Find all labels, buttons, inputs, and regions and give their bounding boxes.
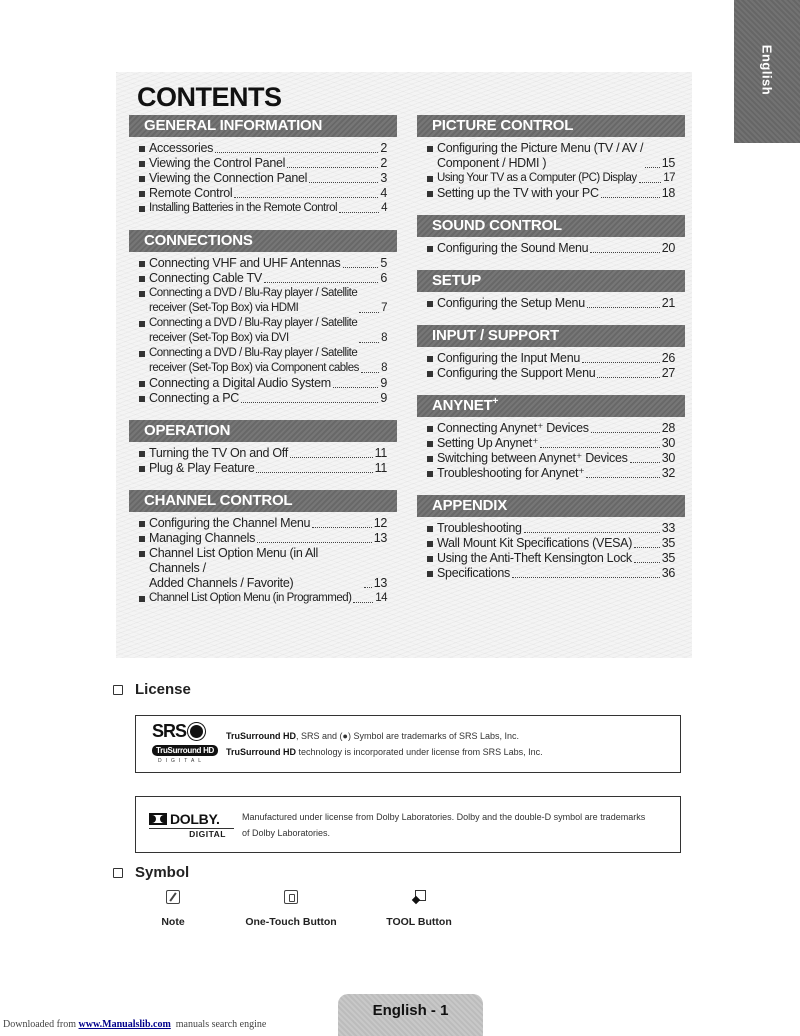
toc-entry-title bbox=[149, 156, 285, 171]
toc-entry[interactable] bbox=[427, 241, 675, 256]
toc-entry-page: 21 bbox=[661, 296, 675, 310]
dot-leader bbox=[590, 252, 659, 253]
symbol-heading bbox=[113, 864, 189, 881]
toc-entry-page: 6 bbox=[380, 271, 387, 285]
toc-item-list bbox=[417, 137, 685, 201]
toc-entry[interactable] bbox=[139, 271, 387, 286]
toc-entry-line: Configuring the Sound Menu bbox=[437, 241, 589, 255]
toc-section bbox=[417, 395, 685, 481]
toc-entry[interactable] bbox=[427, 171, 675, 186]
toc-section-header bbox=[417, 115, 685, 137]
square-bullet-icon bbox=[139, 321, 145, 327]
license-heading-text: License bbox=[135, 681, 191, 698]
toc-entry-page: 26 bbox=[661, 351, 675, 365]
tool-button-icon bbox=[412, 890, 426, 904]
toc-entry-page: 9 bbox=[380, 391, 387, 405]
dot-leader bbox=[241, 402, 378, 403]
toc-entry-page: 3 bbox=[380, 171, 387, 185]
dot-leader bbox=[524, 532, 660, 533]
toc-entry[interactable] bbox=[427, 351, 675, 366]
square-bullet-icon bbox=[139, 466, 145, 472]
toc-entry[interactable] bbox=[139, 546, 387, 591]
square-bullet-icon bbox=[427, 556, 433, 562]
toc-entry-title bbox=[149, 186, 232, 201]
section-header-sup: + bbox=[492, 396, 499, 407]
toc-section-header bbox=[417, 270, 685, 292]
toc-entry-title bbox=[149, 446, 288, 461]
dolby-line1: Manufactured under license from Dolby Laboratories. Dolby and the double-D symbol are trademarks bbox=[242, 811, 646, 822]
download-suffix: manuals search engine bbox=[170, 1019, 267, 1030]
dolby-license-text bbox=[234, 809, 645, 841]
toc-section-header bbox=[129, 420, 397, 442]
square-bullet-icon bbox=[139, 206, 145, 212]
dot-leader bbox=[634, 547, 660, 548]
toc-entry[interactable] bbox=[139, 516, 387, 531]
dot-leader bbox=[353, 602, 373, 603]
toc-entry-page: 4 bbox=[381, 202, 387, 214]
toc-entry[interactable] bbox=[139, 391, 387, 406]
toc-item-list bbox=[129, 512, 397, 606]
dot-leader bbox=[264, 282, 378, 283]
dot-leader bbox=[582, 362, 660, 363]
toc-entry-line: Channel List Option Menu (in Programmed) bbox=[149, 592, 352, 604]
toc-entry-page: 30 bbox=[661, 451, 675, 465]
toc-entry-title bbox=[149, 256, 341, 271]
square-bullet-icon bbox=[139, 596, 145, 602]
toc-entry-page: 27 bbox=[661, 366, 675, 380]
square-bullet-icon bbox=[427, 441, 433, 447]
dot-leader bbox=[361, 372, 379, 373]
toc-item-list bbox=[417, 517, 685, 581]
toc-entry-title bbox=[149, 286, 357, 316]
toc-entry-title bbox=[437, 451, 628, 466]
toc-item-list bbox=[129, 252, 397, 406]
toc-entry[interactable] bbox=[427, 141, 675, 171]
toc-entry[interactable] bbox=[139, 156, 387, 171]
square-bullet-icon bbox=[427, 246, 433, 252]
toc-entry[interactable] bbox=[427, 536, 675, 551]
toc-entry[interactable] bbox=[427, 421, 675, 436]
toc-item-list bbox=[129, 137, 397, 216]
dolby-line2: of Dolby Laboratories. bbox=[242, 827, 331, 838]
toc-entry-page: 2 bbox=[380, 141, 387, 155]
toc-item-list bbox=[417, 347, 685, 381]
section-header-text: PICTURE CONTROL bbox=[432, 117, 574, 134]
toc-entry-title bbox=[149, 141, 213, 156]
dot-leader bbox=[645, 167, 659, 168]
section-header-text: APPENDIX bbox=[432, 497, 508, 514]
square-bullet-icon bbox=[427, 456, 433, 462]
toc-entry-line: Using the Anti-Theft Kensington Lock bbox=[437, 551, 632, 565]
toc-entry-page: 11 bbox=[374, 461, 387, 475]
toc-section-header bbox=[417, 215, 685, 237]
checkbox-bullet-icon bbox=[113, 868, 123, 878]
square-bullet-icon bbox=[139, 451, 145, 457]
square-bullet-icon bbox=[139, 291, 145, 297]
toc-entry-title bbox=[437, 366, 595, 381]
section-header-text: SOUND CONTROL bbox=[432, 217, 562, 234]
toc-entry[interactable] bbox=[427, 466, 675, 481]
dot-leader bbox=[256, 472, 372, 473]
dot-leader bbox=[597, 377, 659, 378]
toc-section-header bbox=[417, 495, 685, 517]
toc-entry-line: Setting up the TV with your PC bbox=[437, 186, 599, 200]
toc-entry-title bbox=[149, 201, 337, 216]
dot-leader bbox=[290, 457, 373, 458]
toc-entry-line: Configuring the Support Menu bbox=[437, 366, 596, 380]
srs-license-box bbox=[135, 715, 681, 773]
dot-leader bbox=[601, 197, 660, 198]
symbol-one-touch-button bbox=[218, 890, 364, 928]
square-bullet-icon bbox=[427, 541, 433, 547]
toc-section bbox=[129, 115, 397, 216]
toc-entry-line: Troubleshooting for Anynet⁺ bbox=[437, 466, 585, 480]
toc-entry[interactable] bbox=[427, 551, 675, 566]
square-bullet-icon bbox=[139, 536, 145, 542]
toc-entry-line: Configuring the Picture Menu (TV / AV / bbox=[437, 141, 644, 155]
toc-entry[interactable] bbox=[139, 376, 387, 391]
dolby-double-d-icon bbox=[149, 813, 167, 825]
toc-entry-line: Channel List Option Menu (in All Channels / bbox=[149, 546, 318, 575]
dolby-logo-digital: DIGITAL bbox=[189, 828, 226, 839]
square-bullet-icon bbox=[139, 521, 145, 527]
contents-title: CONTENTS bbox=[137, 82, 282, 112]
toc-section bbox=[417, 495, 685, 581]
toc-entry-page: 18 bbox=[661, 186, 675, 200]
square-bullet-icon bbox=[427, 146, 433, 152]
dot-leader bbox=[587, 307, 660, 308]
toc-entry-page: 7 bbox=[381, 302, 387, 314]
toc-entry-title bbox=[437, 421, 589, 436]
square-bullet-icon bbox=[427, 571, 433, 577]
srs-line1-text: , SRS and (●) Symbol are trademarks of SRS Labs, Inc. bbox=[296, 731, 520, 741]
square-bullet-icon bbox=[139, 146, 145, 152]
toc-item-list bbox=[417, 292, 685, 311]
license-heading bbox=[113, 681, 191, 698]
srs-line2-text: technology is incorporated under license from SRS Labs, Inc. bbox=[296, 747, 543, 757]
toc-entry-line: Switching between Anynet⁺ Devices bbox=[437, 451, 628, 465]
toc-entry-title bbox=[437, 296, 585, 311]
toc-entry[interactable] bbox=[427, 521, 675, 536]
toc-entry[interactable] bbox=[139, 171, 387, 186]
square-bullet-icon bbox=[427, 526, 433, 532]
square-bullet-icon bbox=[427, 301, 433, 307]
toc-section bbox=[129, 420, 397, 476]
square-bullet-icon bbox=[139, 161, 145, 167]
dot-leader bbox=[287, 167, 378, 168]
toc-entry-page: 35 bbox=[661, 551, 675, 565]
toc-entry-title bbox=[437, 521, 522, 536]
toc-section-header bbox=[129, 490, 397, 512]
section-header-text: GENERAL INFORMATION bbox=[144, 117, 323, 134]
toc-entry[interactable] bbox=[139, 286, 387, 316]
toc-section bbox=[129, 490, 397, 606]
dot-leader bbox=[630, 462, 660, 463]
toc-entry[interactable] bbox=[139, 446, 387, 461]
toc-section-header bbox=[129, 230, 397, 252]
square-bullet-icon bbox=[427, 471, 433, 477]
toc-entry-title bbox=[437, 171, 637, 186]
toc-entry-page: 20 bbox=[661, 241, 675, 255]
toc-entry[interactable] bbox=[427, 451, 675, 466]
toc-entry[interactable] bbox=[139, 316, 387, 346]
dot-leader bbox=[359, 312, 379, 313]
toc-entry-page: 8 bbox=[381, 362, 387, 374]
toc-entry-line: Component / HDMI ) bbox=[437, 156, 547, 170]
dot-leader bbox=[634, 562, 660, 563]
square-bullet-icon bbox=[139, 351, 145, 357]
toc-entry[interactable] bbox=[427, 566, 675, 581]
toc-entry-line: Troubleshooting bbox=[437, 521, 522, 535]
section-header-text: CHANNEL CONTROL bbox=[144, 492, 293, 509]
toc-item-list bbox=[129, 442, 397, 476]
square-bullet-icon bbox=[139, 396, 145, 402]
toc-entry-page: 14 bbox=[375, 592, 387, 604]
dot-leader bbox=[591, 432, 660, 433]
toc-entry[interactable] bbox=[427, 366, 675, 381]
symbol-label: Note bbox=[161, 916, 185, 928]
toc-entry-page: 13 bbox=[373, 531, 387, 545]
toc-entry-page: 9 bbox=[380, 376, 387, 390]
toc-entry-page: 32 bbox=[661, 466, 675, 480]
section-header-text: INPUT / SUPPORT bbox=[432, 327, 560, 344]
toc-entry-title bbox=[437, 141, 643, 171]
toc-entry-line: Turning the TV On and Off bbox=[149, 446, 288, 460]
toc-entry-title bbox=[437, 351, 580, 366]
square-bullet-icon bbox=[427, 176, 433, 182]
dot-leader bbox=[234, 197, 378, 198]
symbol-tool-button bbox=[376, 890, 462, 928]
dot-leader bbox=[333, 387, 378, 388]
toc-section bbox=[129, 230, 397, 406]
dot-leader bbox=[359, 342, 379, 343]
toc-section bbox=[417, 215, 685, 256]
dot-leader bbox=[257, 542, 372, 543]
dot-leader bbox=[512, 577, 660, 578]
toc-entry-page: 2 bbox=[380, 156, 387, 170]
symbol-label: TOOL Button bbox=[386, 916, 452, 928]
dolby-logo bbox=[136, 811, 234, 839]
dot-leader bbox=[343, 267, 379, 268]
toc-entry[interactable] bbox=[427, 436, 675, 451]
toc-entry-page: 33 bbox=[661, 521, 675, 535]
toc-entry-line: Connecting Cable TV bbox=[149, 271, 262, 285]
toc-entry-page: 36 bbox=[661, 566, 675, 580]
toc-section-header bbox=[417, 325, 685, 347]
toc-entry-line: Setting Up Anynet⁺ bbox=[437, 436, 539, 450]
section-header-text: SETUP bbox=[432, 272, 482, 289]
srs-line2-bold: TruSurround HD bbox=[226, 747, 296, 757]
toc-entry-title bbox=[437, 536, 632, 551]
page-number: English - 1 bbox=[372, 1002, 449, 1019]
note-icon bbox=[166, 890, 180, 904]
toc-entry-line: Connecting a Digital Audio System bbox=[149, 376, 331, 390]
toc-entry-page: 11 bbox=[374, 446, 387, 460]
toc-item-list bbox=[417, 417, 685, 481]
toc-entry-line: Connecting a DVD / Blu-Ray player / Satellite bbox=[149, 347, 358, 359]
toc-entry[interactable] bbox=[139, 591, 387, 606]
checkbox-bullet-icon bbox=[113, 685, 123, 695]
one-touch-button-icon bbox=[284, 890, 298, 904]
toc-entry-line: Plug & Play Feature bbox=[149, 461, 255, 475]
toc-entry-title bbox=[437, 466, 584, 481]
section-header-text: ANYNET bbox=[432, 397, 493, 414]
toc-entry-title bbox=[149, 516, 310, 531]
toc-entry[interactable] bbox=[139, 141, 387, 156]
dot-leader bbox=[540, 447, 659, 448]
toc-entry-page: 5 bbox=[380, 256, 387, 270]
srs-license-text bbox=[226, 728, 543, 760]
toc-section bbox=[417, 270, 685, 311]
toc-entry-line: Connecting Anynet⁺ Devices bbox=[437, 421, 589, 435]
download-prefix: Downloaded from bbox=[3, 1019, 79, 1030]
toc-entry-line: receiver (Set-Top Box) via Component cables bbox=[149, 362, 359, 374]
section-header-text: OPERATION bbox=[144, 422, 231, 439]
toc-section bbox=[417, 115, 685, 201]
toc-entry[interactable] bbox=[139, 201, 387, 216]
dolby-logo-text: DOLBY. bbox=[170, 810, 220, 827]
srs-circle-icon bbox=[190, 725, 203, 738]
toc-entry-page: 4 bbox=[380, 186, 387, 200]
toc-entry-line: Managing Channels bbox=[149, 531, 256, 545]
toc-section bbox=[417, 325, 685, 381]
toc-entry-page: 12 bbox=[373, 516, 387, 530]
toc-entry-page: 8 bbox=[381, 332, 387, 344]
toc-entry-title bbox=[149, 316, 357, 346]
square-bullet-icon bbox=[139, 191, 145, 197]
toc-entry-title bbox=[149, 461, 254, 476]
symbol-label: One-Touch Button bbox=[245, 916, 337, 928]
toc-entry-line: Installing Batteries in the Remote Control bbox=[149, 202, 338, 214]
dot-leader bbox=[312, 527, 372, 528]
toc-entry[interactable] bbox=[139, 186, 387, 201]
contents-right-column bbox=[417, 115, 685, 595]
toc-entry-page: 28 bbox=[661, 421, 675, 435]
dolby-license-box bbox=[135, 796, 681, 853]
square-bullet-icon bbox=[139, 261, 145, 267]
toc-entry-title bbox=[149, 546, 362, 591]
symbol-list bbox=[140, 890, 462, 928]
language-tab-label: English bbox=[759, 44, 775, 96]
toc-entry-title bbox=[437, 186, 599, 201]
toc-entry-line: Viewing the Connection Panel bbox=[149, 171, 308, 185]
toc-entry[interactable] bbox=[139, 256, 387, 271]
toc-entry[interactable] bbox=[427, 296, 675, 311]
toc-entry-title bbox=[437, 566, 510, 581]
toc-entry-title bbox=[149, 346, 359, 376]
toc-entry[interactable] bbox=[139, 346, 387, 376]
contents-left-column bbox=[129, 115, 397, 620]
contents-panel bbox=[116, 72, 692, 658]
page-number-tab bbox=[338, 994, 483, 1036]
dot-leader bbox=[309, 182, 378, 183]
srs-logo-digital: DIGITAL bbox=[158, 758, 206, 764]
toc-entry-line: Connecting VHF and UHF Antennas bbox=[149, 256, 341, 270]
toc-entry-line: Connecting a DVD / Blu-Ray player / Satellite bbox=[149, 317, 358, 329]
toc-entry-line: Wall Mount Kit Specifications (VESA) bbox=[437, 536, 633, 550]
toc-entry-line: Viewing the Control Panel bbox=[149, 156, 286, 170]
dot-leader bbox=[364, 587, 372, 588]
toc-entry-title bbox=[437, 551, 632, 566]
toc-entry-title bbox=[149, 171, 307, 186]
toc-entry-line: Added Channels / Favorite) bbox=[149, 576, 294, 590]
srs-line1-bold: TruSurround HD bbox=[226, 731, 296, 741]
toc-entry-title bbox=[149, 376, 331, 391]
dot-leader bbox=[639, 182, 662, 183]
symbol-note bbox=[140, 890, 206, 928]
symbol-heading-text: Symbol bbox=[135, 864, 190, 881]
toc-entry-page: 17 bbox=[663, 172, 675, 184]
square-bullet-icon bbox=[427, 426, 433, 432]
toc-entry-line: Specifications bbox=[437, 566, 510, 580]
toc-entry-title bbox=[437, 436, 538, 451]
toc-entry-line: Configuring the Channel Menu bbox=[149, 516, 311, 530]
toc-entry[interactable] bbox=[427, 186, 675, 201]
toc-entry-page: 15 bbox=[661, 156, 675, 170]
srs-logo-pill: TruSurround HD bbox=[152, 745, 218, 756]
square-bullet-icon bbox=[139, 381, 145, 387]
manualslib-link[interactable]: www.Manualslib.com bbox=[78, 1019, 171, 1030]
square-bullet-icon bbox=[139, 276, 145, 282]
toc-entry-title bbox=[149, 591, 351, 606]
square-bullet-icon bbox=[427, 191, 433, 197]
square-bullet-icon bbox=[427, 371, 433, 377]
square-bullet-icon bbox=[139, 551, 145, 557]
toc-entry-line: Using Your TV as a Computer (PC) Display bbox=[437, 172, 637, 184]
toc-entry-page: 13 bbox=[373, 576, 387, 590]
section-header-text: CONNECTIONS bbox=[144, 232, 253, 249]
toc-section-header bbox=[417, 395, 685, 417]
square-bullet-icon bbox=[139, 176, 145, 182]
toc-entry[interactable] bbox=[139, 531, 387, 546]
toc-entry-line: Remote Control bbox=[149, 186, 233, 200]
square-bullet-icon bbox=[427, 356, 433, 362]
toc-entry-line: Configuring the Setup Menu bbox=[437, 296, 585, 310]
toc-entry-page: 35 bbox=[661, 536, 675, 550]
toc-entry-line: Connecting a PC bbox=[149, 391, 240, 405]
toc-entry-line: Configuring the Input Menu bbox=[437, 351, 580, 365]
toc-entry-title bbox=[149, 271, 262, 286]
toc-section-header bbox=[129, 115, 397, 137]
toc-item-list bbox=[417, 237, 685, 256]
toc-entry-line: Accessories bbox=[149, 141, 214, 155]
dot-leader bbox=[586, 477, 659, 478]
toc-entry[interactable] bbox=[139, 461, 387, 476]
toc-entry-line: receiver (Set-Top Box) via HDMI bbox=[149, 302, 299, 314]
toc-entry-line: Connecting a DVD / Blu-Ray player / Satellite bbox=[149, 287, 358, 299]
toc-entry-title bbox=[149, 531, 255, 546]
toc-entry-line: receiver (Set-Top Box) via DVI bbox=[149, 332, 289, 344]
download-note bbox=[3, 1019, 266, 1030]
dot-leader bbox=[215, 152, 378, 153]
srs-logo bbox=[136, 723, 226, 765]
language-tab bbox=[734, 0, 800, 143]
toc-entry-title bbox=[149, 391, 239, 406]
toc-entry-title bbox=[437, 241, 588, 256]
dot-leader bbox=[339, 212, 379, 213]
srs-logo-text: SRS bbox=[152, 721, 187, 741]
toc-entry-page: 30 bbox=[661, 436, 675, 450]
